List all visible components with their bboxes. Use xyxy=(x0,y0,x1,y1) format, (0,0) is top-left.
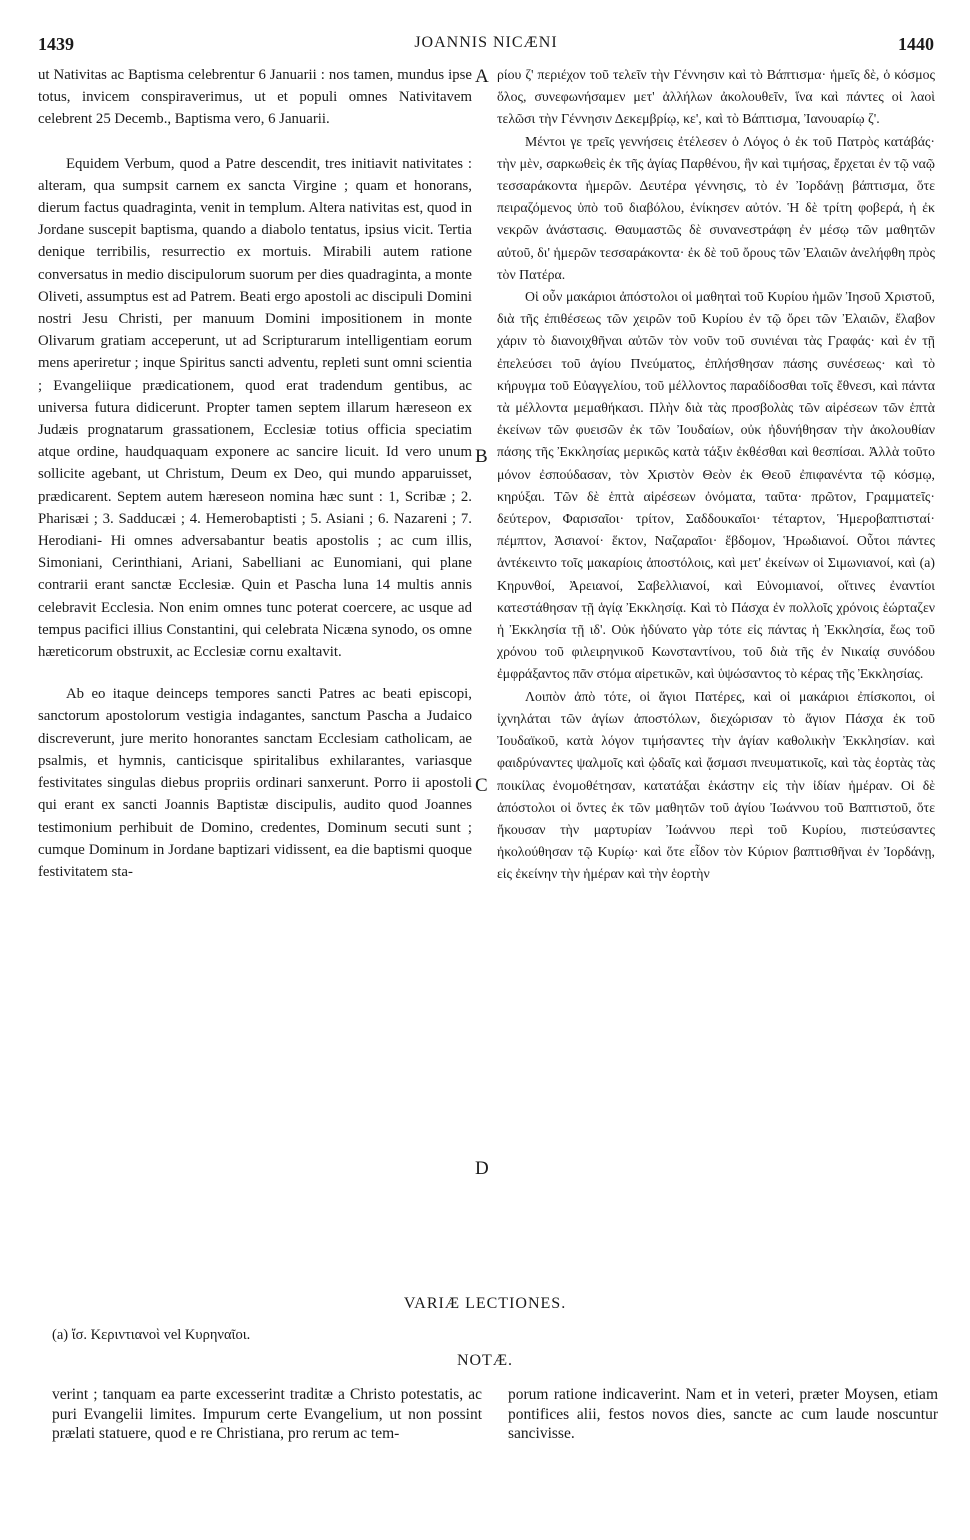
margin-letter-c: C xyxy=(475,775,488,796)
running-header xyxy=(38,34,934,58)
margin-letter-a: A xyxy=(475,66,489,87)
page-number-left: 1439 xyxy=(38,34,74,54)
page-number-right: 1440 xyxy=(898,34,934,54)
greek-paragraph-2: Μέντοι γε τρεῖς γεννήσεις ἐτέλεσεν ὁ Λόγος ὁ ἐκ τοῦ Πατρὸς κατάβάς· τὴν μὲν, σαρκωθεὶς ἐκ τῆς ἁγίας Παρθένου, ἣν καὶ τιμήσας, ἔρχεται ἐν τῷ ναῷ τεσσαράκοντα ἡμερῶν. Δευτέρα γέννησις, τὸ ἐν Ἰορδάνῃ βάπτισμα, ὅτε πειραζόμενος ὑπὸ τοῦ διαβόλου, ἐνίκησεν αὐτόν. Ἡ δὲ τρίτη φοβερά, ἡ ἐκ νεκρῶν ἀνάστασις. Θαυμαστῶς δὲ συνανεστράφη ἐν μέσῳ τῶν μαθητῶν αὐτοῦ, δι' ἡμερῶν τεσσαράκοντα· ἐκ δὲ τοῦ ὄρους τῶν Ἐλαιῶν ἀνελήφθη πρὸς τὸν Πατέρα. xyxy=(497,133,935,282)
greek-paragraph-1: ρίου ζ' περιέχον τοῦ τελεῖν τὴν Γέννησιν καὶ τὸ Βάπτισμα· ἡμεῖς δὲ, ὁ κόσμος ὅλος, συνεφωνήσαμεν μετ' ἀλλήλων ἀκολουθεῖν, ἵνα καὶ πάντες οἱ λαοὶ τελῶσι τὴν Γέννησιν Δεκεμβρίῳ, κε', καὶ τὸ Βάπτισμα, Ἰανουαρίῳ ζ'. xyxy=(497,67,935,127)
margin-letter-d: D xyxy=(475,1158,489,1179)
latin-paragraph-1: ut Nativitas ac Baptisma celebrentur 6 Januarii : nos tamen, mundus ipse totus, invicem conspiraverimus, ut et populi omnes Nativitavem celebrent 25 Decemb., Baptisma vero, 6 Januarii. xyxy=(38,67,472,128)
margin-letter-b: B xyxy=(475,446,488,467)
greek-column xyxy=(497,64,935,886)
greek-paragraph-4: Λοιπὸν ἀπὸ τότε, οἱ ἅγιοι Πατέρες, καὶ οἱ μακάριοι ἐπίσκοποι, οἱ ἰχνηλάται τῶν ἁγίων ἀποστόλων, διεχώρισαν τὸ ἅγιον Πάσχα ἐκ τοῦ Ἰουδαϊκοῦ, κατὰ λόγον τιμήσαντες τὴν ἁγίαν καθολικὴν Ἐκκλησίαν. καὶ φαιδρύναντες ψαλμοῖς καὶ ᾠδαῖς καὶ ᾄσμασι πνευματικοῖς, καὶ τὰς ἑορτὰς τὰς ποικίλας ἐνομοθέτησαν, κατατάξαι ἑκάστην εἰς τὴν ἰδίαν ἡμέραν. Οἱ δὲ ἀπόστολοι οἱ ὄντες ἐκ τῶν μαθητῶν τοῦ ἁγίου Ἰωάννου τοῦ Βαπτιστοῦ, ὅτε ἤκουσαν τὴν μαρτυρίαν Ἰωάννου περὶ τοῦ Κυρίου, πιστεύσαντες ἠκολούθησαν τῷ Κυρίῳ· καὶ ὅτε εἶδον τὸν Κύριον βαπτισθῆναι ἐν Ἰορδάνῃ, εἰς ἐκείνην τὴν ἡμέραν καὶ τὴν ἑορτὴν xyxy=(497,688,935,882)
note-left: verint ; tanquam ea parte excesserint traditæ a Christo potestatis, ac puri Evangelii limites. Impurum certe Evangelium, ut non possint prælati statuere, quod e re Christiana, pro rerum ac tem- xyxy=(52,1386,482,1442)
variant-reading-a: (a) ἴσ. Κεριντιανοὶ vel Κυρηναῖοι. xyxy=(52,1327,251,1343)
latin-paragraph-3: Ab eo itaque deinceps tempores sancti Patres ac beati episcopi, sanctorum apostolorum vestigia indagantes, sanctum Pascha a Judaico discreverunt, jure merito honorantes sanctam Ecclesiam catholicam, ae psalmis, et hymnis, canticisque spiritalibus exhilarantes, variasque festivitates singulas diebus propriis ordinari sanxerunt. Porro ii apostoli qui erant ex sancti Joannis Baptistæ discipulis, audito quod Joannes testimonium perhibuit de Domino, credentes, Dominum secuti sunt ; cumque Dominum in Jordane baptizari vidissent, ea die baptismi quoque festivitatem sta- xyxy=(38,686,472,880)
notae-heading: NOTÆ. xyxy=(456,1352,514,1369)
note-right: porum ratione indicaverint. Nam et in veteri, præter Moysen, etiam pontifices alii, festos novos dies, sancte ac cum laude noscuntur sancivisse. xyxy=(508,1386,938,1442)
latin-paragraph-2: Equidem Verbum, quod a Patre descendit, tres initiavit nativitates : alteram, qua sumpsit carnem ex sancta Virgine ; quam et honorans, dierum factus quadraginta, venit in templum. Altera nativitas est, quod in Jordane suscepit baptisma, quando a diabolo tentatus, ipsius vicit. Tertia denique terribilis, resurrectio ex mortuis. Mirabili autem ratione conversatus in medio discipulorum suorum per dies quadraginta, a monte Oliveti, assumptus est ad Patrem. Beati ergo apostoli ac discipuli Domini nostri Jesu Christi, per manuum Domini impositionem in monte Olivarum gratiam acceperunt, ut ad Scripturarum intelligentiam eorum mens aperiretur ; inque Spiritus sancti adventu, repleti sunt omni scientia ; Evangeliique prædicationem, quod erat tradendum gentibus, ac universa futura didicerunt. Propter tamen septem illarum hæreseon ex Judæis prognatarum grassationem, Ecclesiæ totius officia speciatim atque ordine, haudquaquam exponere ac sancire licuit. Id vero unum sollicite agebant, ut Christum, Deum ex Deo, qui mundo apparuisset, prædicarent. Septem autem hæreseon nomina hæc sunt : 1, Scribæ ; 2. Pharisæi ; 3. Sadducæi ; 4. Hemerobaptisti ; 5. Asiani ; 6. Nazareni ; 7. Herodiani- Hi omnes adversabantur beatis apostolis ; ac cum illis, Simoniani, Cerinthiani, Ariani, Sabelliani ac Eunomiani, qui plane contrarii erant sanctæ Ecclesiæ. Quin et Pascha luna 14 multis annis celebravit Ecclesia. Non enim omnes tunc poterat coercere, ac usque ad tempus pacifici illius Constantini, qui celebrata Nicæna synodo, os omne hæreticorum obstruxit, ac Ecclesiæ cornu exaltavit. xyxy=(38,155,472,661)
running-title: JOANNIS NICÆNI xyxy=(414,34,558,51)
greek-paragraph-3: Οἱ οὖν μακάριοι ἀπόστολοι οἱ μαθηταὶ τοῦ Κυρίου ἡμῶν Ἰησοῦ Χριστοῦ, διὰ τῆς ἐπιθέσεως τῶν χειρῶν τοῦ Κυρίου ἐν τῷ ὄρει τῶν Ἐλαιῶν, ἔλαβον χάριν τὸ διανοιχθῆναι αὐτῶν τὸν νοῦν τοῦ συνιέναι τὰς Γραφάς· καὶ ἐν τῇ ἐπελεύσει τοῦ ἁγίου Πνεύματος, ἐπλήσθησαν πάσης συνέσεως· καὶ τὸ κήρυγμα τοῦ Εὐαγγελίου, τοῦ μέλλοντος παραδίδοσθαι τοῖς ἔθνεσι, καὶ πάντα τὰ μέλλοντα μεμαθήκασι. Πλὴν διὰ τὰς προσβολὰς τῶν αἱρέσεων τῶν ἑπτὰ ἐκείνων τῶν φυεισῶν ἐκ τῶν Ἰουδαίων, οὐκ ἠδυνήθησαν τὴν ἀκολουθίαν πάσης τῆς Ἐκκλησίας μερικῶς κατὰ τάξιν ἐκθέσθαι καὶ θεσπίσαι. Ἀλλὰ τοῦτο μόνον ἐσπούδασαν, τὸν Χριστὸν Θεὸν ἐκ Θεοῦ ἐπιφανέντα τῷ κόσμῳ, κηρύξαι. Τῶν δὲ ἑπτὰ αἱρέσεων ὀνόματα, ταῦτα· πρῶτον, Γραμματεῖς· δεύτερον, Φαρισαῖοι· τρίτον, Σαδδουκαῖοι· τέταρτον, Ἡμεροβαπτισταί· πέμπτον, Ἀσιανοί· ἕκτον, Ναζαραῖοι· ἕβδομον, Ἡρωδιανοί. Οὗτοι πάντες ἀντέκειντο τοῖς μακαρίοις ἀποστόλοις, καὶ μετ' ἐκείνων οἱ Σιμωνιανοί, καὶ (a) Κηρυνθοί, Ἀρειανοί, Σαβελλιανοί, καὶ Εὐνομιανοί, οἵτινες ἐναντίοι κατεστάθησαν τῇ ἁγίᾳ Ἐκκλησίᾳ. Καὶ τὸ Πάσχα ἐν πολλοῖς χρόνοις ἑώρταζεν ἡ Ἐκκλησία τῇ ιδ'. Οὐκ ἠδύνατο γὰρ τότε εἰς πάντας ἡ Ἐκκλησία, ἕως τοῦ χρόνου τοῦ φιλειρηνικοῦ Κωνσταντίνου, τοῦ διὰ τῆς ἐν Νικαίᾳ συνόδου ἐμφράξαντος πᾶν στόμα αἱρετικῶν, καὶ ὑψώσαντος τὸ κέρας τῆς Ἐκκλησίας. xyxy=(497,289,935,682)
variae-lectiones-heading: VARIÆ LECTIONES. xyxy=(403,1295,567,1312)
latin-column xyxy=(38,64,472,883)
